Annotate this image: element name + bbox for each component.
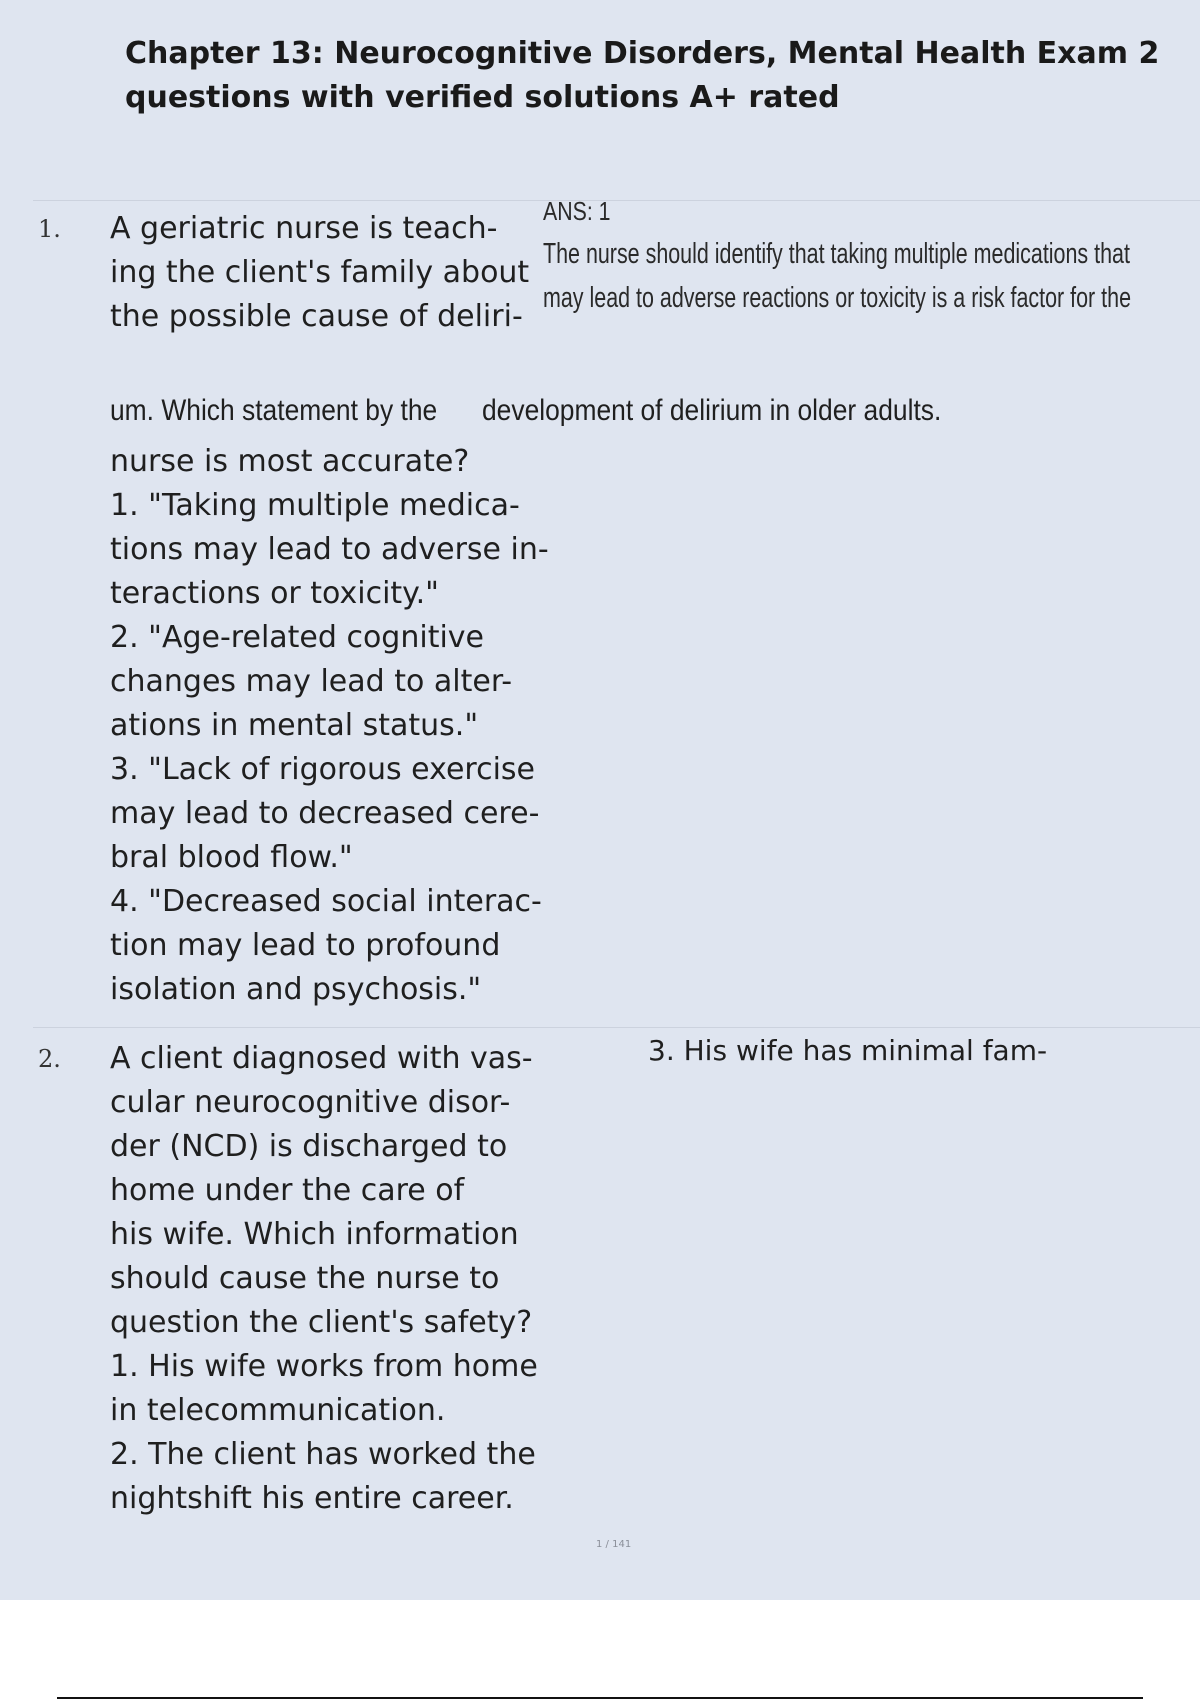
question-2-line: cular neurocognitive disor-	[110, 1085, 511, 1120]
question-1-line: nurse is most accurate?	[110, 444, 470, 479]
question-1-option: ations in mental status."	[110, 708, 479, 743]
explanation-line: The nurse should identify that taking multiple medications that	[543, 238, 1130, 270]
question-1-line: A geriatric nurse is teach-	[110, 211, 498, 246]
question-1-line: ing the client's family about	[110, 255, 530, 290]
question-2-line: A client diagnosed with vas-	[110, 1041, 533, 1076]
question-1-text-top	[110, 207, 540, 339]
question-2-line: his wife. Which information	[110, 1217, 519, 1252]
question-1-line: the possible cause of deliri-	[110, 299, 523, 334]
question-number-1: 1.	[38, 215, 61, 243]
question-1-option: 2. "Age-related cognitive	[110, 620, 485, 655]
question-2-line: der (NCD) is discharged to	[110, 1129, 508, 1164]
question-2-line: should cause the nurse to	[110, 1261, 500, 1296]
page-number: 1 / 141	[596, 1539, 632, 1550]
question-2-option: 2. The client has worked the	[110, 1437, 536, 1472]
question-2-option: in telecommunication.	[110, 1393, 446, 1428]
question-1-option: tions may lead to adverse in-	[110, 532, 549, 567]
question-2-line: question the client's safety?	[110, 1305, 533, 1340]
answer-1-explanation-continued: development of delirium in older adults.	[482, 394, 942, 427]
question-2-option: nightshift his entire career.	[110, 1481, 514, 1516]
document-title: Chapter 13: Neurocognitive Disorders, Mental Health Exam 2 questions with verified solutions A+ rated	[125, 36, 1160, 115]
answer-1-explanation	[543, 232, 1131, 320]
row-divider-1	[33, 200, 1200, 201]
question-1-option: 1. "Taking multiple medica-	[110, 488, 520, 523]
question-1-option: 3. "Lack of rigorous exercise	[110, 752, 535, 787]
question-1-option: isolation and psychosis."	[110, 972, 482, 1007]
question-2-option: 1. His wife works from home	[110, 1349, 538, 1384]
question-1-option: bral blood flow."	[110, 840, 353, 875]
answer-2-text: 3. His wife has minimal fam-	[648, 1034, 1048, 1067]
question-2-line: home under the care of	[110, 1173, 465, 1208]
question-1-option: teractions or toxicity."	[110, 576, 439, 611]
question-1-option: changes may lead to alter-	[110, 664, 513, 699]
question-1-continued-line: um. Which statement by the	[110, 394, 438, 427]
answer-1-label: ANS: 1	[543, 196, 611, 226]
question-number-2: 2.	[38, 1045, 61, 1073]
question-1-option: may lead to decreased cere-	[110, 796, 540, 831]
question-1-option: 4. "Decreased social interac-	[110, 884, 542, 919]
bottom-rule	[57, 1697, 1143, 1699]
question-1-option: tion may lead to profound	[110, 928, 501, 963]
question-1-text-bottom	[110, 440, 549, 1012]
question-2-text	[110, 1037, 540, 1521]
explanation-line: may lead to adverse reactions or toxicity is a risk factor for the	[543, 282, 1132, 314]
row-divider-2	[33, 1027, 1200, 1028]
